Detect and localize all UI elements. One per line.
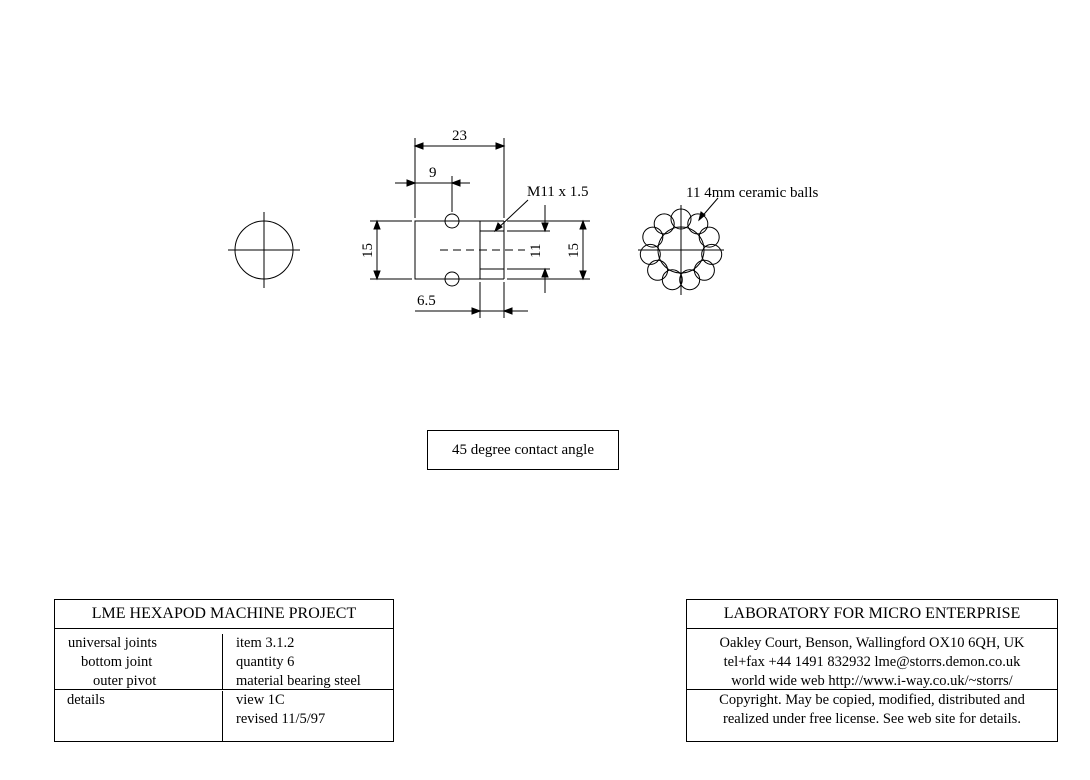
ceramic-ball [688, 214, 708, 234]
ceramic-ball [643, 227, 663, 247]
details-label-cell [55, 691, 223, 742]
project-title-block [54, 599, 394, 742]
copyright-line-2: realized under free license. See web site for details. [723, 711, 1021, 727]
ceramic-ball [699, 227, 719, 247]
dimension-15-left [370, 221, 412, 279]
balls-label: 11 4mm ceramic balls [686, 185, 819, 201]
dim-15-right-label: 15 [566, 243, 582, 258]
lab-address: Oakley Court, Benson, Wallingford OX10 6QH, UK [719, 635, 1025, 651]
part-specs [223, 634, 393, 689]
contact-angle-note: 45 degree contact angle [427, 430, 619, 470]
revised-date: revised 11/5/97 [236, 711, 326, 727]
part-info-row [55, 629, 393, 690]
dim-15-left-label: 15 [360, 243, 376, 258]
ceramic-ball [702, 244, 722, 264]
dim-23-label: 23 [452, 128, 467, 144]
revision-info [223, 691, 393, 742]
ceramic-ball [694, 260, 714, 280]
lab-contact: tel+fax +44 1491 832932 lme@storrs.demon.co.uk [723, 654, 1021, 670]
view-label: view 1C [236, 692, 285, 708]
part-line-3: outer pivot [93, 673, 157, 689]
item-number: item 3.1.2 [236, 635, 295, 651]
end-view [228, 212, 300, 288]
ceramic-ball [648, 260, 668, 280]
copyright-line-1: Copyright. May be copied, modified, distributed and [719, 692, 1025, 708]
ball-ring-view [638, 198, 724, 295]
thread-leader [495, 200, 528, 231]
dim-9-label: 9 [429, 165, 437, 181]
details-row [55, 690, 393, 742]
project-title: LME HEXAPOD MACHINE PROJECT [55, 600, 393, 629]
copyright-notice [687, 690, 1057, 729]
lab-address-block [687, 629, 1057, 690]
ceramic-ball [654, 214, 674, 234]
thread-label: M11 x 1.5 [527, 184, 589, 200]
dim-6-5-label: 6.5 [417, 293, 436, 309]
lab-web: world wide web http://www.i-way.co.uk/~storrs/ [731, 673, 1013, 689]
lab-title-block [686, 599, 1058, 742]
part-line-1: universal joints [68, 635, 158, 651]
material: material bearing steel [236, 673, 361, 689]
part-names [55, 634, 223, 689]
dim-11-label: 11 [528, 243, 544, 258]
ceramic-ball [640, 244, 660, 264]
details-label: details [67, 692, 105, 708]
dimension-9 [395, 176, 470, 212]
lab-title: LABORATORY FOR MICRO ENTERPRISE [687, 600, 1057, 629]
part-line-2: bottom joint [81, 654, 153, 670]
side-view [415, 214, 525, 286]
quantity: quantity 6 [236, 654, 295, 670]
